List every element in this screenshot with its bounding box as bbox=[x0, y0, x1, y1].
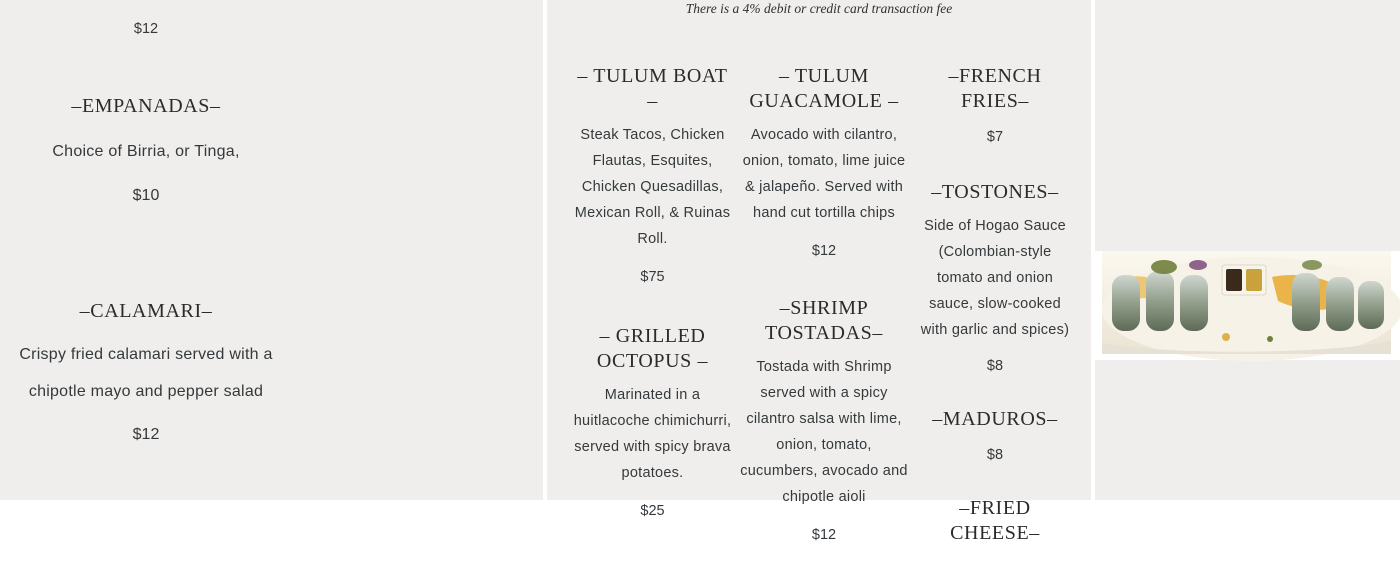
item-title: – GRILLED OCTOPUS – bbox=[596, 325, 709, 372]
item-title: –SHRIMP TOSTADAS– bbox=[765, 297, 883, 344]
item-description: Avocado with cilantro, onion, tomato, lime juice & jalapeño. Served with hand cut tortilla chips bbox=[742, 127, 906, 221]
item-title: – TULUM GUACAMOLE – bbox=[749, 65, 899, 112]
center-column-3 bbox=[915, 64, 1075, 564]
item-price: $12 bbox=[811, 527, 837, 543]
item-description: Tostada with Shrimp served with a spicy cilantro salsa with lime, onion, tomato, cucumbers, avocado and chipotle aioli bbox=[740, 359, 908, 505]
right-panel-lower bbox=[1095, 360, 1400, 500]
item-title: – TULUM BOAT – bbox=[577, 65, 728, 112]
menu-item-grilled-octopus bbox=[570, 324, 735, 524]
item-price: $12 bbox=[811, 243, 837, 259]
item-price: $12 bbox=[133, 21, 159, 37]
item-price: $75 bbox=[640, 269, 665, 285]
transaction-fee-note bbox=[547, 0, 1091, 18]
item-description: Crispy fried calamari served with a chipotle mayo and pepper salad bbox=[19, 346, 273, 400]
right-panel-upper bbox=[1095, 0, 1400, 251]
item-price: $7 bbox=[986, 129, 1004, 145]
item-price: $8 bbox=[986, 358, 1004, 374]
menu-item-fried-cheese bbox=[915, 496, 1075, 546]
item-title: –MADUROS– bbox=[932, 408, 1058, 430]
item-price: $25 bbox=[640, 503, 665, 519]
menu-item-maduros bbox=[915, 407, 1075, 468]
menu-item-tulum-boat bbox=[570, 64, 735, 290]
center-column-2 bbox=[738, 64, 910, 566]
item-price: $12 bbox=[132, 426, 160, 443]
item-description: Marinated in a huitlacoche chimichurri, served with spicy brava potatoes. bbox=[573, 387, 732, 481]
item-description: Steak Tacos, Chicken Flautas, Esquites, Chicken Quesadillas, Mexican Roll, & Ruinas Roll. bbox=[574, 127, 731, 247]
menu-item-shrimp-tostadas bbox=[738, 296, 910, 548]
item-price: $10 bbox=[132, 187, 160, 204]
menu-item-calamari bbox=[16, 299, 276, 448]
item-title: –CALAMARI– bbox=[79, 300, 213, 322]
item-title: –EMPANADAS– bbox=[71, 95, 221, 117]
item-description: Side of Hogao Sauce (Colombian-style tomato and onion sauce, slow-cooked with garlic and spices) bbox=[920, 218, 1070, 338]
center-column-1 bbox=[570, 64, 735, 542]
dish-photo bbox=[1102, 251, 1391, 354]
menu-item-empanadas bbox=[16, 94, 276, 209]
menu-item-tostones bbox=[915, 180, 1075, 379]
item-title: –FRIED CHEESE– bbox=[950, 497, 1040, 544]
menu-item-price-only-top bbox=[16, 16, 276, 42]
item-description: Choice of Birria, or Tinga, bbox=[52, 143, 240, 160]
item-title: –FRENCH FRIES– bbox=[948, 65, 1042, 112]
transaction-fee-text: There is a 4% debit or credit card transaction fee bbox=[685, 1, 953, 16]
item-title: –TOSTONES– bbox=[931, 181, 1059, 203]
menu-item-tulum-guacamole bbox=[738, 64, 910, 264]
menu-item-french-fries bbox=[915, 64, 1075, 150]
dish-photo-image bbox=[1102, 251, 1391, 354]
item-price: $8 bbox=[986, 447, 1004, 463]
